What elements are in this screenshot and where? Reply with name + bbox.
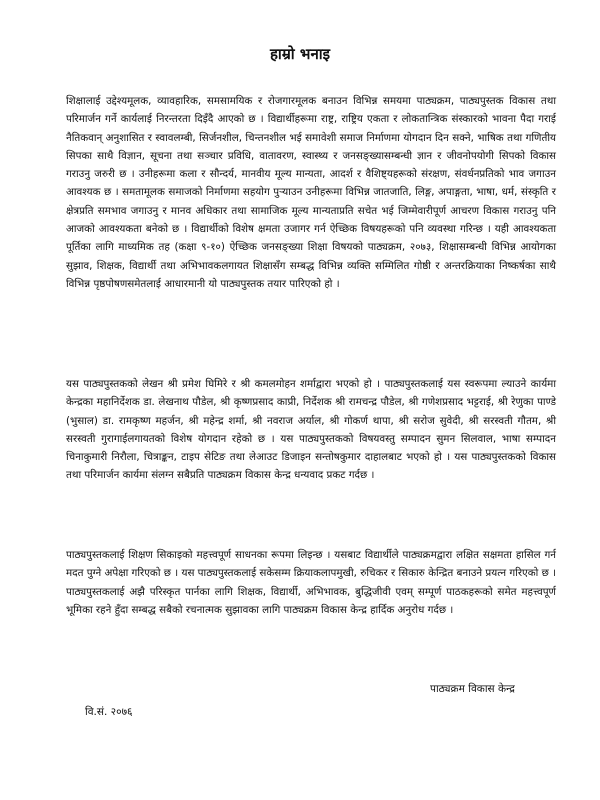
document-date: वि.सं. २०७६ (85, 706, 133, 718)
paragraph-request: पाठ्यपुस्तकलाई शिक्षण सिकाइको महत्त्वपूर्ण साधनका रूपमा लिइन्छ । यसबाट विद्यार्थीले पाठ्यक्रमद्वारा लक्षित सक्षमता हासिल गर्न मदत पुग्ने अपेक्षा गरिएको छ । यस पाठ्यपुस्तकलाई सकेसम्म क्रियाकलापमुखी, रुचिकर र सिकारु केन्द्रित बनाउने प्रयत्न गरिएको छ । पाठ्यपुस्तकलाई अझै परिस्कृत पार्नका लागि शिक्षक, विद्यार्थी, अभिभावक, बुद्धिजीवी एवम् सम्पूर्ण पाठकहरूको समेत महत्त्वपूर्ण भूमिका रहने हुँदा सम्बद्ध सबैको रचनात्मक सुझावका लागि पाठ्यक्रम विकास केन्द्र हार्दिक अनुरोध गर्दछ । (66, 549, 556, 616)
signer-name: पाठ्यक्रम विकास केन्द्र (430, 683, 515, 695)
page-title: हाम्रो भनाइ (269, 45, 331, 63)
paragraph-acknowledgement: यस पाठ्यपुस्तकको लेखन श्री प्रमेश घिमिरे र श्री कमलमोहन शर्माद्वारा भएको हो । पाठ्यपुस्तकलाई यस स्वरूपमा ल्याउने कार्यमा केन्द्रका महानिर्देशक डा. लेखनाथ पौडेल, श्री कृष्णप्रसाद काप्री, निर्देशक श्री रामचन्द्र पौडेल, श्री गणेशप्रसाद भट्टराई, श्री रेणुका पाण्डे (भुसाल) डा. रामकृष्ण महर्जन, श्री महेन्द्र शर्मा, श्री नवराज अर्याल, श्री गोकर्ण थापा, श्री सरोज सुवेदी, श्री सरस्वती गौतम, श्री सरस्वती गुरागाईलगायतको विशेष योगदान रहेको छ । यस पाठ्यपुस्तकको विषयवस्तु सम्पादन सुमन सिलवाल, भाषा सम्पादन चिनाकुमारी निरौला, चित्राङ्कन, टाइप सेटिङ तथा लेआउट डिजाइन सन्तोषकुमार दाहालबाट भएको हो । यस पाठ्यपुस्तकको विकास तथा परिमार्जन कार्यमा संलग्न सबैप्रति पाठ्यक्रम विकास केन्द्र धन्यवाद प्रकट गर्दछ । (66, 378, 556, 482)
paragraph-intro: शिक्षालाई उद्देश्यमूलक, व्यावहारिक, समसामयिक र रोजगारमूलक बनाउन विभिन्न समयमा पाठ्यक्रम, पाठ्यपुस्तक विकास तथा परिमार्जन गर्ने कार्यलाई निरन्तरता दिइँदै आएको छ । विद्यार्थीहरूमा राष्ट्र, राष्ट्रिय एकता र लोकतान्त्रिक संस्कारको भावना पैदा गराई नैतिकवान् अनुशासित र स्वावलम्बी, सिर्जनशील, चिन्तनशील भई समावेशी समाज निर्माणमा योगदान दिन सक्ने, भाषिक तथा गणितीय सिपका साथै विज्ञान, सूचना तथा सञ्चार प्रविधि, वातावरण, स्वास्थ्य र जनसङ्ख्यासम्बन्धी ज्ञान र जीवनोपयोगी सिपको विकास गराउनु जरुरी छ । उनीहरूमा कला र सौन्दर्य, मानवीय मूल्य मान्यता, आदर्श र वैशिष्ट्यहरूको संरक्षण, संवर्धनप्रतिको भाव जगाउन आवश्यक छ । समतामूलक समाजको निर्माणमा सहयोग पुऱ्याउन उनीहरूमा विभिन्न जातजाति, लिङ्ग, अपाङ्गता, भाषा, धर्म, संस्कृति र क्षेत्रप्रति समभाव जगाउनु र मानव अधिकार तथा सामाजिक मूल्य मान्यताप्रति सचेत भई जिम्मेवारीपूर्ण आचरण विकास गराउनु पनि आजको आवश्यकता बनेको छ । विद्यार्थीको विशेष क्षमता उजागर गर्न ऐच्छिक विषयहरूको पनि व्यवस्था गरिन्छ । यही आवश्यकता पूर्तिका लागि माध्यमिक तह (कक्षा ९-१०) ऐच्छिक जनसङ्ख्या शिक्षा विषयको पाठ्यक्रम, २०७३, शिक्षासम्बन्धी विभिन्न आयोगका सुझाव, शिक्षक, विद्यार्थी तथा अभिभावकलगायत शिक्षासँग सम्बद्ध विभिन्न व्यक्ति सम्मिलित गोष्ठी र अन्तरक्रियाका निष्कर्षका साथै विभिन्न पृष्ठपोषणसमेतलाई आधारमानी यो पाठ्यपुस्तक तयार पारिएको हो । (66, 95, 556, 290)
